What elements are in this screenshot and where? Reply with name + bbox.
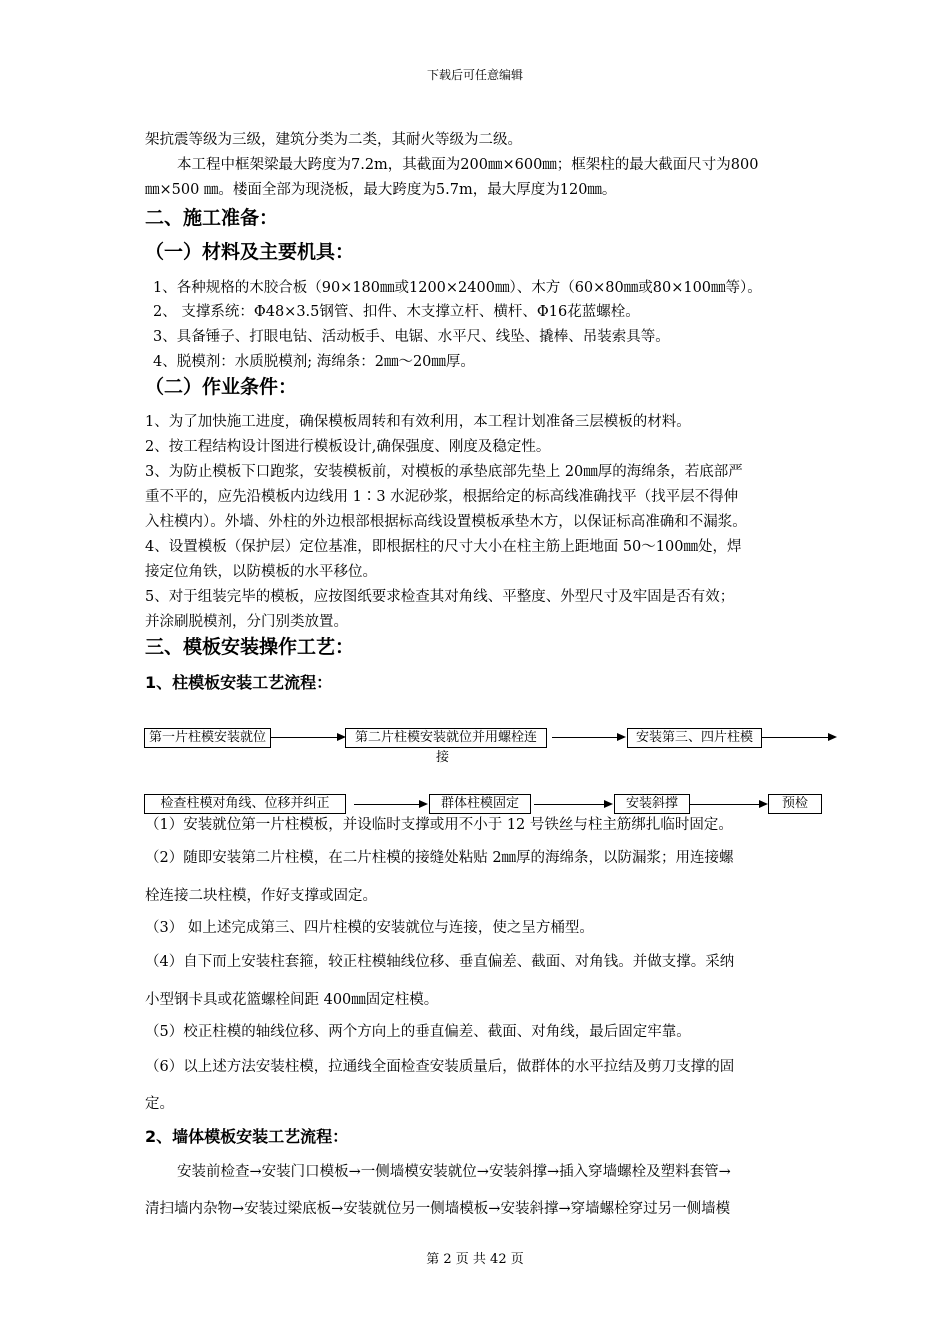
list-item: 3、为防止模板下口跑浆，安装模板前，对模板的承垫底部先垫上 20㎜厚的海绵条，若底部严	[145, 464, 743, 480]
flow-step-2-wrap: 接	[436, 750, 450, 765]
paragraph-line: 本工程中框架梁最大跨度为7.2m，其截面为200㎜×600㎜；框架柱的最大截面尺寸为800	[177, 157, 759, 173]
paragraph-line: 清扫墙内杂物→安装过梁底板→安装就位另一侧墙模板→安装斜撑→穿墙螺栓穿过另一侧墙模	[145, 1201, 731, 1217]
list-item: 定。	[145, 1096, 174, 1112]
flow-arrow	[552, 737, 624, 738]
paragraph-line: 架抗震等级为三级，建筑分类为二类，其耐火等级为二级。	[145, 132, 522, 148]
list-item: 1、各种规格的木胶合板（90×180㎜或1200×2400㎜）、木方（60×80㎜或80×100㎜等）。	[153, 280, 762, 296]
list-item: 4、脱模剂：水质脱模剂; 海绵条：2㎜～20㎜厚。	[153, 354, 475, 370]
section-heading: 二、施工准备：	[145, 207, 279, 229]
list-item: 2、 支撑系统：Φ48×3.5钢管、扣件、木支撑立杆、横杆、Φ16花蓝螺栓。	[153, 304, 640, 320]
flow-step-7: 预检	[768, 794, 822, 814]
list-item: 4、设置模板（保护层）定位基准，即根据柱的尺寸大小在柱主筋上距地面 50～100㎜处，焊	[145, 539, 742, 555]
subsection-heading: 1、柱模板安装工艺流程：	[145, 673, 333, 692]
list-item: 并涂刷脱模剂，分门别类放置。	[145, 614, 348, 630]
flow-step-1: 第一片柱模安装就位	[144, 728, 271, 748]
flow-step-2: 第二片柱模安装就位并用螺栓连	[345, 728, 547, 748]
list-item: 3、具备锤子、打眼电钻、活动板手、电锯、水平尺、线坠、撬棒、吊装索具等。	[153, 329, 670, 345]
flow-arrow	[690, 804, 766, 805]
subsection-heading: （二）作业条件：	[145, 376, 298, 398]
flow-arrow	[534, 804, 611, 805]
subsection-heading: （一）材料及主要机具：	[145, 241, 355, 263]
list-item: 重不平的，应先沿模板内边线用 1∶3 水泥砂浆，根据给定的标高线准确找平（找平层不得伸	[145, 489, 739, 505]
paragraph-line: ㎜×500 ㎜。楼面全部为现浇板，最大跨度为5.7m，最大厚度为120㎜。	[145, 182, 617, 198]
list-item: 1、为了加快施工进度，确保模板周转和有效利用，本工程计划准备三层模板的材料。	[145, 414, 691, 430]
list-item: （6）以上述方法安装柱模，拉通线全面检查安装质量后，做群体的水平拉结及剪刀支撑的固	[145, 1059, 735, 1075]
list-item: 2、按工程结构设计图进行模板设计,确保强度、刚度及稳定性。	[145, 439, 551, 455]
flow-arrow	[354, 804, 426, 805]
list-item: 栓连接二块柱模，作好支撑或固定。	[145, 888, 377, 904]
list-item: 接定位角铁，以防模板的水平移位。	[145, 564, 377, 580]
list-item: 入柱模内）。外墙、外柱的外边根部根据标高线设置模板承垫木方，以保证标高准确和不漏浆。	[145, 514, 747, 530]
flow-step-4: 检查柱模对角线、位移并纠正	[144, 794, 346, 814]
list-item: （5）校正柱模的轴线位移、两个方向上的垂直偏差、截面、对角线，最后固定牢靠。	[145, 1024, 691, 1040]
list-item: （1）安装就位第一片柱模板，并设临时支撑或用不小于 12 号铁丝与柱主筋绑扎临时固定。	[145, 817, 733, 833]
list-item: （4）自下而上安装柱套箍，较正柱模轴线位移、垂直偏差、截面、对角钱。并做支撑。采纳	[145, 954, 735, 970]
flow-step-5: 群体柱模固定	[429, 794, 531, 814]
section-heading: 三、模板安装操作工艺：	[145, 636, 355, 658]
flow-step-3: 安装第三、四片柱模	[627, 728, 762, 748]
list-item: 小型钢卡具或花篮螺栓间距 400㎜固定柱模。	[145, 992, 439, 1008]
flow-arrow	[270, 737, 344, 738]
page-footer: 第 2 页 共 42 页	[426, 1252, 524, 1267]
subsection-heading: 2、墙体模板安装工艺流程：	[145, 1127, 349, 1146]
flow-step-6: 安装斜撑	[614, 794, 690, 814]
page-header: 下载后可任意编辑	[426, 68, 523, 82]
paragraph-line: 安装前检查→安装门口模板→一侧墙模安装就位→安装斜撑→插入穿墙螺栓及塑料套管→	[177, 1164, 731, 1180]
list-item: （3） 如上述完成第三、四片柱模的安装就位与连接，使之呈方桶型。	[145, 920, 594, 936]
list-item: （2）随即安装第二片柱模，在二片柱模的接缝处粘贴 2㎜厚的海绵条，以防漏浆；用连接螺	[145, 850, 734, 866]
flow-arrow	[761, 737, 835, 738]
list-item: 5、对于组装完毕的模板，应按图纸要求检查其对角线、平整度、外型尺寸及牢固是否有效；	[145, 589, 735, 605]
